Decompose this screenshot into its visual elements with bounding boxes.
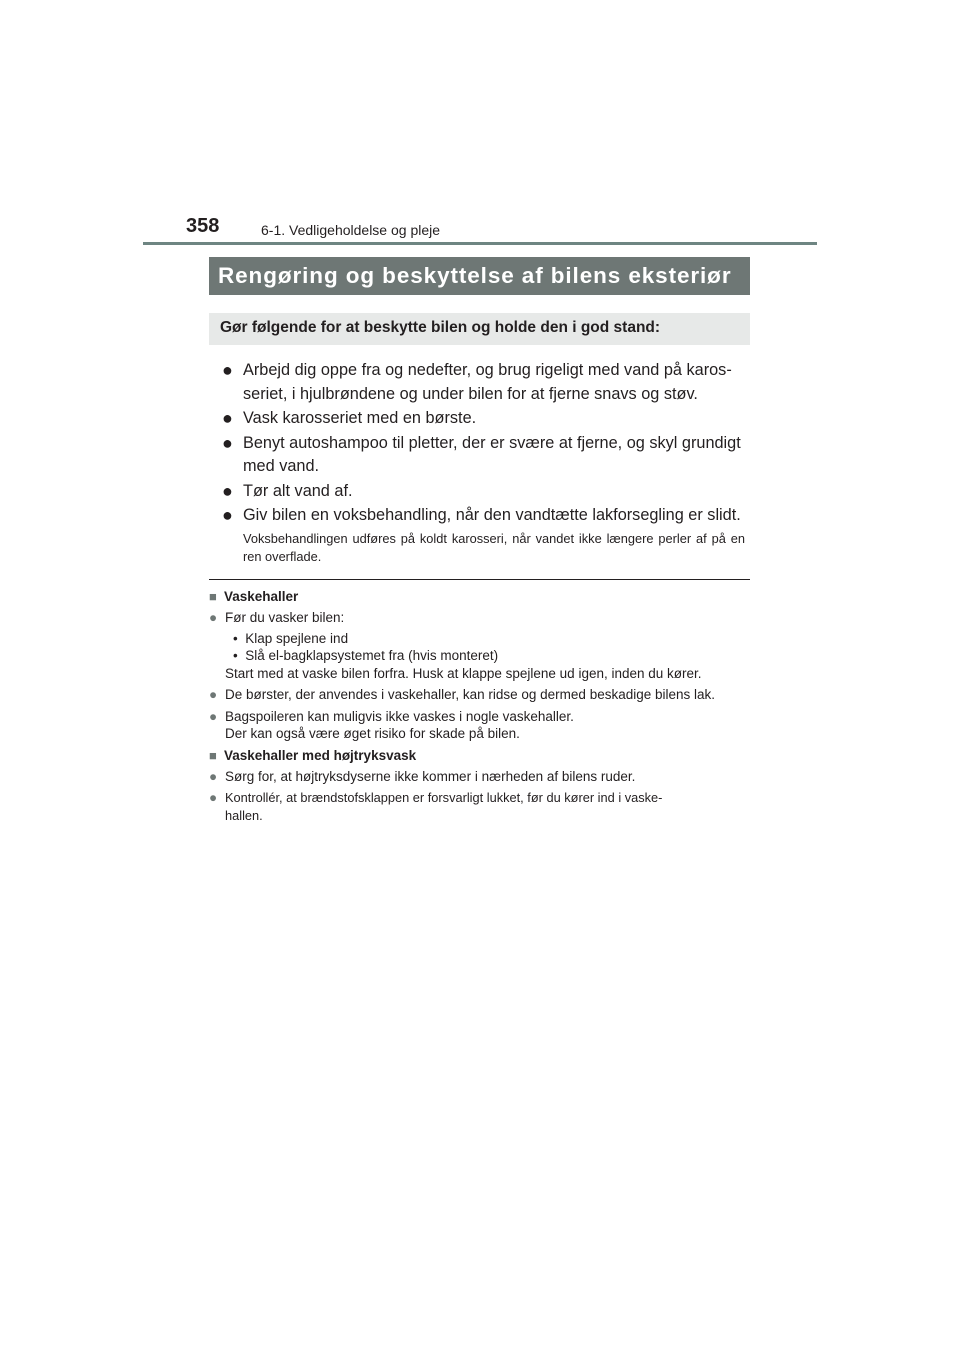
list-item-text: Bagspoileren kan muligvis ikke vaskes i nogle vaskehaller. Der kan også være øget risiko for skade på bilen. — [225, 708, 574, 741]
subsections — [209, 588, 750, 828]
list-item-text: Kontrollér, at brændstofsklappen er forsvarligt lukket, før du kører ind i vaske- hallen. — [225, 790, 663, 823]
list-item — [222, 407, 752, 431]
bullet-icon: ● — [209, 768, 218, 784]
list-item — [222, 504, 752, 528]
note-text: Voksbehandlingen udføres på koldt karosseri, når vandet ikke længere perler af på en ren overflade. — [243, 531, 745, 564]
list-item-text: Før du vasker bilen: — [225, 610, 345, 625]
list-item-text: Tør alt vand af. — [243, 481, 353, 500]
list-item-text: Giv bilen en voksbehandling, når den vandtætte lakforsegling er slidt. — [243, 506, 741, 524]
sub-list-item — [225, 630, 750, 648]
subsection-heading — [209, 747, 750, 764]
list-item-text: Benyt autoshampoo til pletter, der er svære at fjerne, og skyl grundigt med vand. — [243, 433, 741, 475]
title-bar — [209, 257, 750, 295]
list-item-text: Arbejd dig oppe fra og nedefter, og brug rigeligt med vand på karos- seriet, i hjulbrøndene og under bilen for at fjerne snavs og støv. — [243, 361, 732, 403]
main-bullet-list — [222, 359, 752, 529]
page-title: Rengøring og beskyttelse af bilens eksteriør — [218, 263, 732, 288]
list-item-text: Sørg for, at højtryksdyserne ikke kommer i nærheden af bilens ruder. — [225, 768, 636, 784]
list-item-text: De børster, der anvendes i vaskehaller, kan ridse og dermed beskadige bilens lak. — [225, 687, 716, 702]
bullet-icon: ● — [222, 432, 233, 453]
list-item — [209, 768, 750, 786]
page-number: 358 — [186, 215, 220, 237]
list-item — [209, 789, 750, 824]
list-item — [222, 480, 752, 504]
subsection-heading-text: Vaskehaller — [224, 589, 299, 604]
section-reference: 6-1. Vedligeholdelse og pleje — [261, 222, 441, 238]
bullet-icon: ● — [209, 708, 218, 724]
section-divider — [209, 579, 750, 580]
bullet-icon: ● — [222, 360, 233, 380]
bullet-icon: ● — [209, 687, 218, 702]
intro-text: Gør følgende for at beskytte bilen og holde den i god stand: — [220, 319, 661, 336]
small-bullet-icon: • — [233, 630, 238, 646]
list-item — [209, 686, 750, 704]
list-item — [209, 708, 750, 743]
sub-list-item-text: Slå el-bagklapsystemet fra (hvis monteret) — [245, 648, 499, 663]
bullet-icon: ● — [222, 505, 233, 525]
list-item — [222, 359, 752, 406]
square-bullet-icon: ■ — [209, 589, 217, 604]
subsection-heading — [209, 588, 750, 605]
intro-box — [209, 313, 750, 345]
list-item — [222, 432, 752, 479]
header-rule — [143, 242, 817, 245]
list-item-followup: Start med at vaske bilen forfra. Husk at klappe spejlene ud igen, inden du kører. — [225, 665, 702, 681]
list-item-text: Vask karosseriet med en børste. — [243, 409, 477, 427]
square-bullet-icon: ■ — [209, 747, 217, 763]
subsection-heading-text: Vaskehaller med højtryksvask — [224, 747, 417, 763]
list-item — [209, 609, 750, 682]
bullet-icon: ● — [209, 610, 218, 625]
bullet-icon: ● — [222, 408, 233, 428]
small-bullet-icon: • — [233, 648, 238, 663]
bullet-icon: ● — [222, 480, 233, 501]
sub-list-item — [225, 647, 750, 665]
sub-list-item-text: Klap spejlene ind — [245, 630, 349, 646]
bullet-icon: ● — [209, 790, 218, 805]
